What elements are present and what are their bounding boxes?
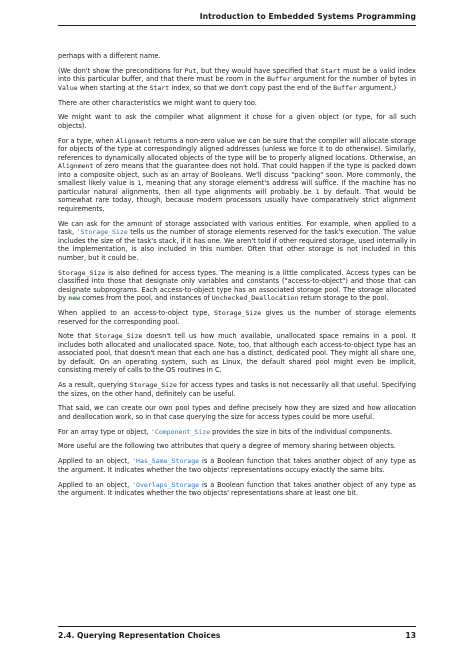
- text-run: is a Boolean function that takes another object of any type as the argument. It indicates whether the two objects' representations occupy exactly the same bits.: [58, 457, 416, 474]
- paragraph-11: That said, we can create our own pool types and define precisely how they are sized and how allocation and deallocation work, so in that case querying the size for access types could be more useful.: [58, 404, 416, 422]
- running-footer: [58, 631, 416, 640]
- text-run: must be a valid index into this particular buffer, and that there must be room in the: [58, 66, 416, 84]
- text-run: argument for the number of bytes in: [290, 75, 416, 84]
- text-run: For an array type or object,: [58, 427, 151, 436]
- text-run: by default. That would be somewhat rare today, though, because modern processors usually have comparatively strict alignment requirements.: [58, 187, 416, 213]
- link-has-same-storage[interactable]: 'Has_Same_Storage: [132, 457, 200, 466]
- code-unchecked-deallocation: Unchecked_Deallocation: [211, 294, 299, 303]
- code-start: Start: [149, 83, 170, 92]
- code-storage-size: Storage_Size: [129, 381, 177, 390]
- text-run: When applied to an access-to-object type,: [58, 308, 214, 317]
- header-rule: [58, 25, 416, 26]
- text-run: , but they would have specified that: [196, 66, 321, 75]
- code-put: Put: [184, 66, 197, 75]
- text-run: comes from the pool, and instances of: [80, 294, 212, 303]
- text-run: Applied to an object,: [58, 457, 133, 466]
- text-run: , meaning that any storage element's address will suffice. If the machine has no particular natural alignments, then all type alignments will probably be: [58, 179, 416, 196]
- text-run: tells us the number of storage elements reserved for the task's execution. The value includes the size of the task's stack, if it has one. We aren't told if other required storage, used internally in the implementation, is also included in this number. Often that other storage is not included in this number, but it could be.: [58, 228, 417, 262]
- text-run: returns a non-zero value we can be sure that the compiler will allocate storage for objects of the type at correspondingly aligned addresses (unless we force it to do otherwise). Similarly, references to dynamically allocated objects of the type will be to properly aligned locations. Otherwise, an: [58, 136, 416, 162]
- paragraph-5: [58, 137, 416, 214]
- paragraph-6: [58, 220, 416, 263]
- body-text: [58, 52, 416, 504]
- running-header: Introduction to Embedded Systems Programming: [199, 12, 416, 21]
- code-one: 1: [137, 179, 142, 188]
- paragraph-7: [58, 269, 416, 303]
- code-start: Start: [320, 66, 341, 75]
- paragraph-9: [58, 332, 416, 375]
- text-run: As a result, querying: [58, 381, 130, 390]
- link-storage-size[interactable]: 'Storage_Size: [76, 228, 128, 237]
- code-buffer: Buffer: [333, 83, 357, 92]
- code-storage-size: Storage_Size: [58, 268, 106, 277]
- link-component-size[interactable]: 'Component_Size: [150, 427, 211, 436]
- section-title: 2.4. Querying Representation Choices: [58, 631, 221, 640]
- paragraph-15: [58, 481, 416, 498]
- text-run: index, so that we don't copy past the end of the: [169, 83, 334, 92]
- text-run: return storage to the pool.: [298, 294, 389, 303]
- text-run: of zero means that the guarantee does not hold. That could happen if the type is packed down into a composite object, such as an array of Booleans. We'll discuss "packing" soon. More commonly, the smallest likely value is: [58, 162, 416, 188]
- text-run: Note that: [58, 332, 96, 341]
- paragraph-14: [58, 457, 416, 474]
- paragraph-1: perhaps with a different name.: [58, 52, 161, 60]
- link-overlaps-storage[interactable]: 'Overlaps_Storage: [132, 480, 200, 489]
- text-run: is also defined for access types. The meaning is a little complicated. Access types can be classified into those that designate only variables and constants ("access-to-object") and those that can designate subprograms. Each access-to-object type has an associated storage pool. The storage allocated by: [58, 268, 416, 303]
- code-value: Value: [58, 83, 78, 92]
- code-storage-size: Storage_Size: [95, 332, 143, 341]
- paragraph-12: [58, 428, 416, 437]
- code-alignment: Alignment: [115, 136, 152, 145]
- page-number: 13: [405, 631, 416, 640]
- paragraph-2: [58, 67, 416, 93]
- paragraph-13: More useful are the following two attributes that query a degree of memory sharing between objects.: [58, 442, 396, 451]
- text-run: We can ask for the amount of storage associated with various entities. For example, when applied to a task,: [58, 219, 416, 237]
- footer-rule: [58, 626, 416, 627]
- text-run: when starting at the: [77, 83, 150, 92]
- code-one: 1: [315, 187, 320, 196]
- text-run: (We don't show the preconditions for: [58, 66, 185, 75]
- code-buffer: Buffer: [267, 75, 291, 84]
- text-run: provides the size in bits of the individual components.: [210, 427, 393, 436]
- text-run: For a type, when: [58, 136, 116, 145]
- text-run: for access types and tasks is not necessarily all that useful. Specifying the sizes, on the other hand, definitely can be useful.: [58, 381, 417, 398]
- text-run: is a Boolean function that takes another object of any type as the argument. It indicates whether the two objects' representations share at least one bit.: [58, 480, 416, 498]
- text-run: gives us the number of storage elements reserved for the corresponding pool.: [58, 308, 416, 326]
- paragraph-4: We might want to ask the compiler what alignment it chose for a given object (or type, for all such objects).: [58, 113, 416, 130]
- text-run: doesn't tell us how much available, unallocated space remains in a pool. It includes both allocated and unallocated space. Note, too, that although each access-to-object type has an associated pool, that doesn't mean that each one has a distinct, dedicated pool. They might all share one, by default. On an operating system, such as Linux, the default shared pool might even be implicit, consisting merely of calls to the OS routines in C.: [58, 332, 416, 375]
- paragraph-8: [58, 309, 416, 326]
- code-alignment: Alignment: [58, 162, 94, 171]
- text-run: Applied to an object,: [58, 480, 133, 489]
- paragraph-3: There are other characteristics we might want to query too.: [58, 98, 257, 107]
- code-storage-size: Storage_Size: [213, 308, 262, 317]
- keyword-new: new: [68, 294, 81, 303]
- text-run: argument.): [356, 83, 397, 92]
- paragraph-10: [58, 381, 416, 398]
